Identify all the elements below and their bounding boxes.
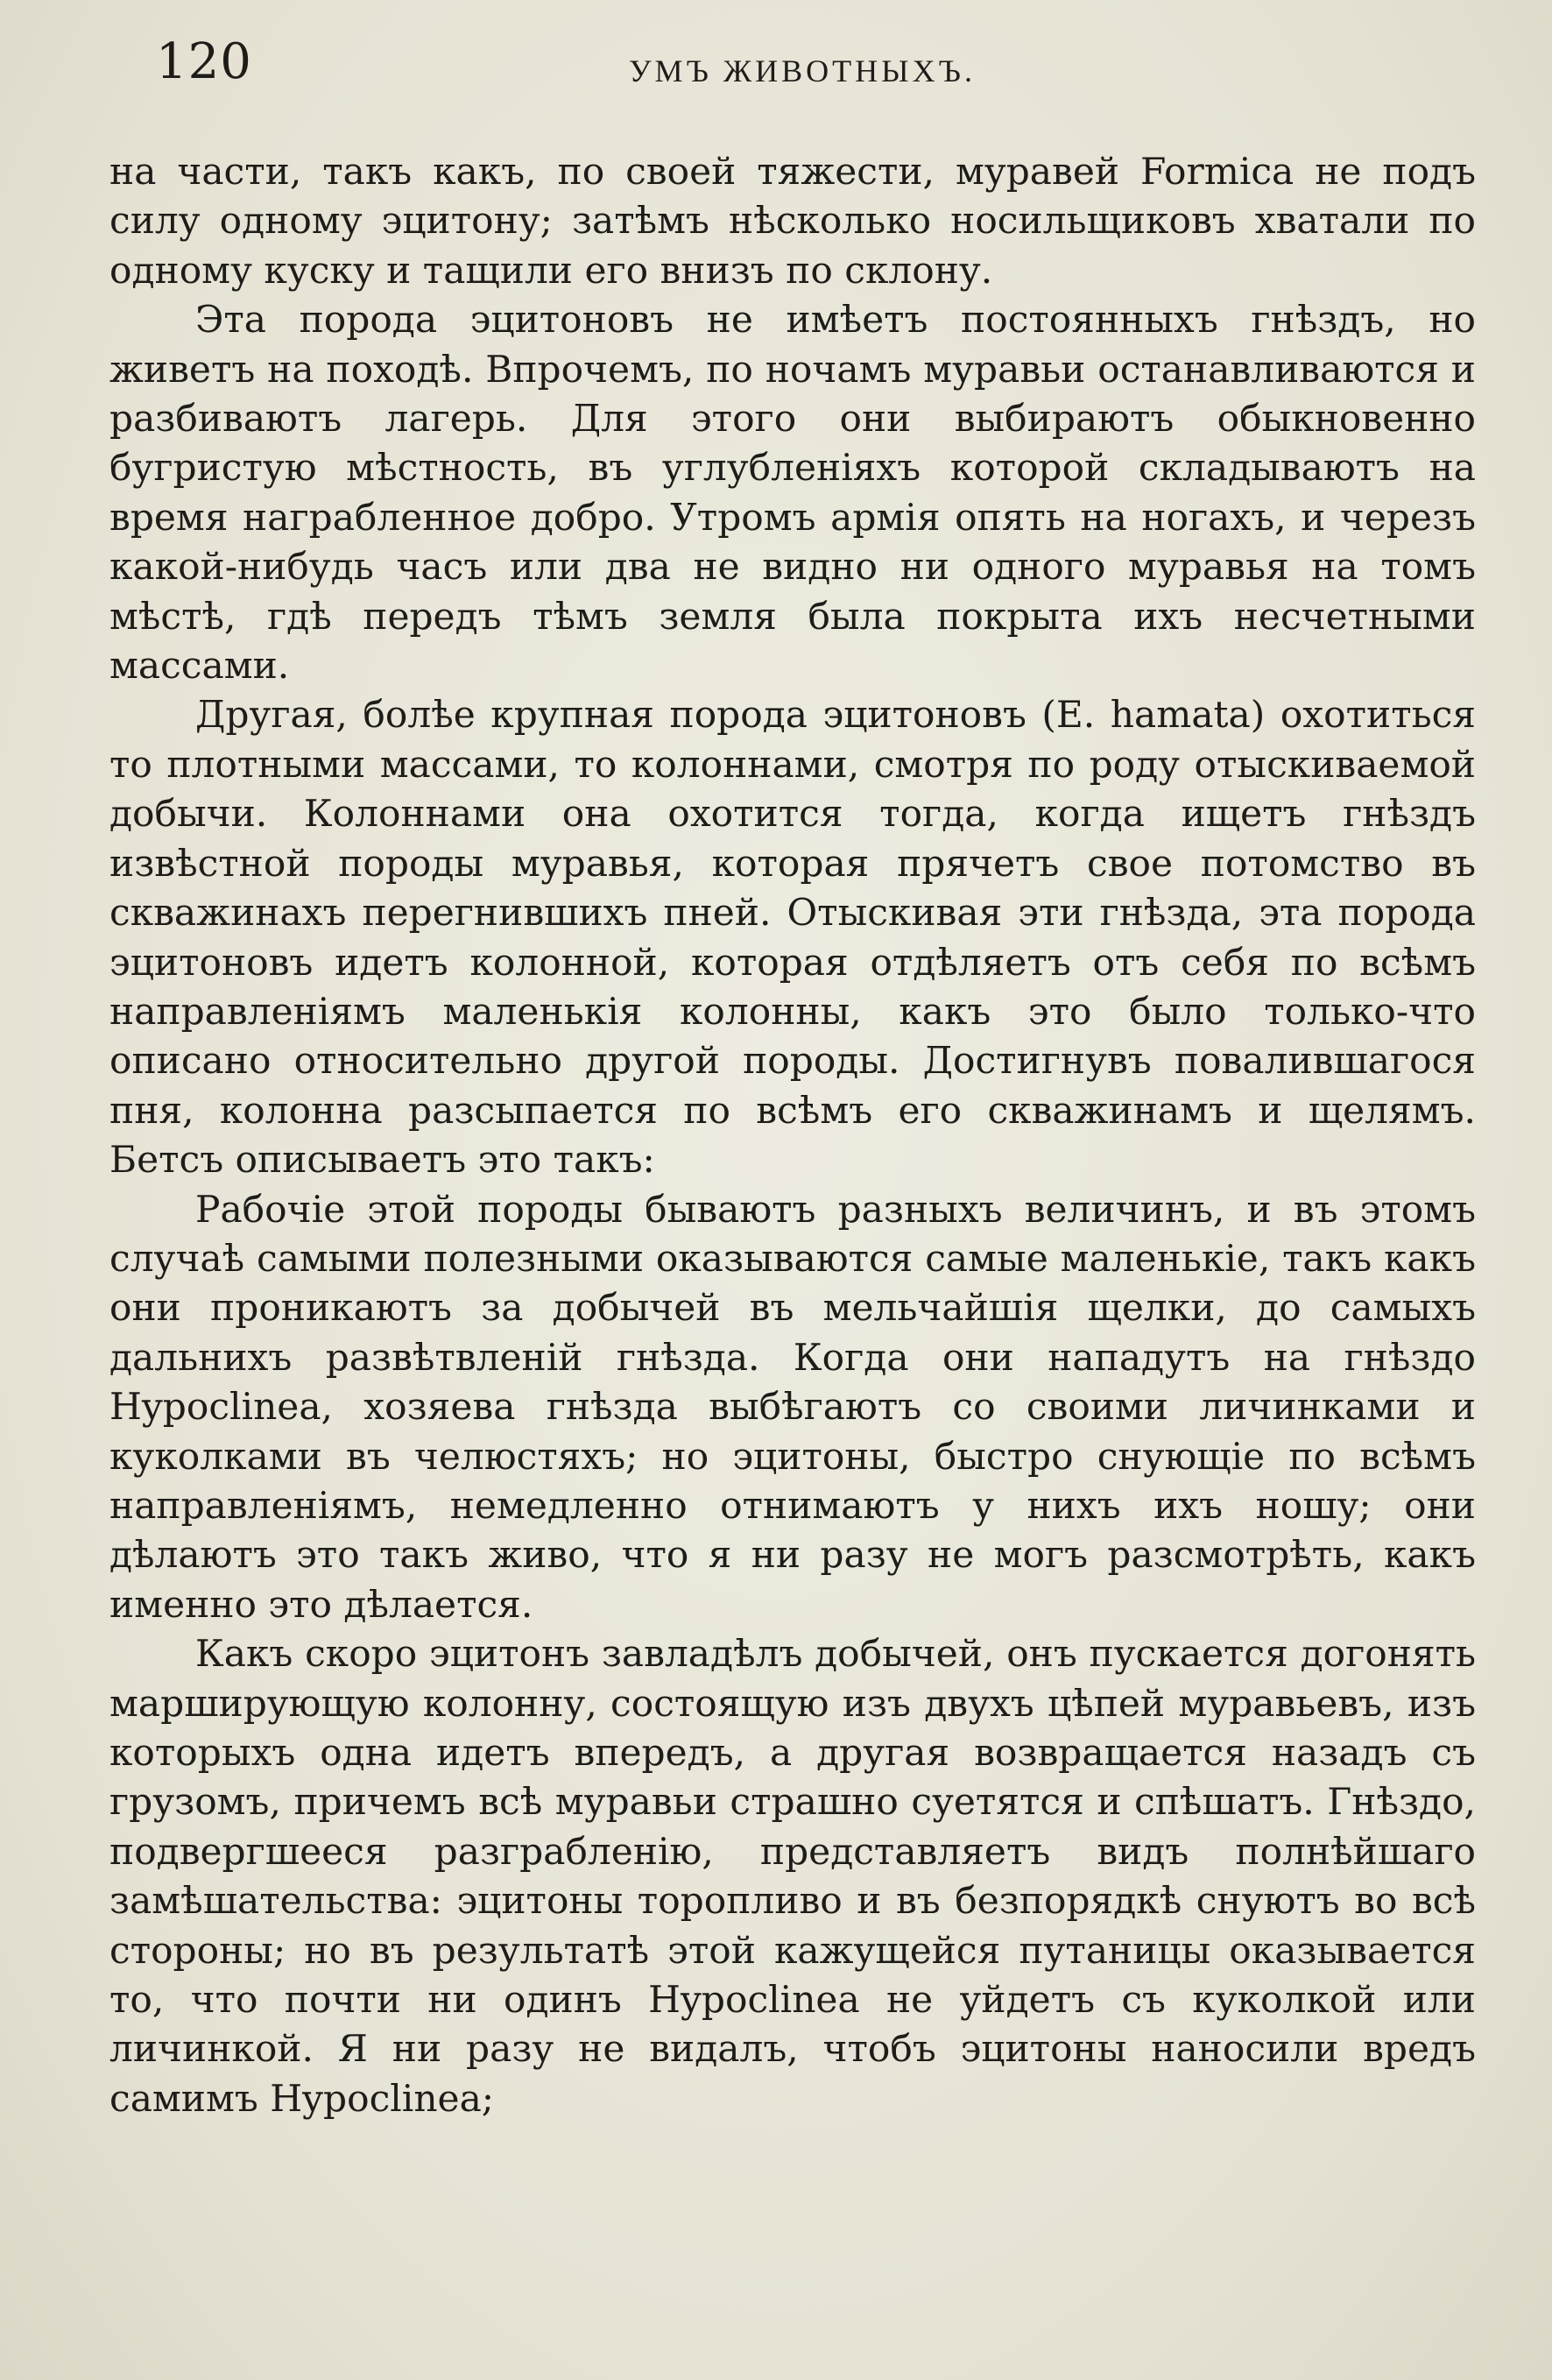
page-number: 120 — [156, 33, 252, 90]
paragraph-hamata: Другая, болѣе крупная порода эцитоновъ (E. hamata) охотиться то плотными массами, то колоннами, смотря по роду отыскиваемой добычи. Колоннами она охотится тогда, когда ищетъ гнѣздъ извѣстной породы муравья, которая прячетъ свое потомство въ скважинахъ перегнившихъ пней. Отыскивая эти гнѣзда, эта порода эцитоновъ идетъ колонной, которая отдѣляетъ отъ себя по всѣмъ направленіямъ маленькія колонны, какъ это было только-что описано относительно другой породы. Достигнувъ повалившагося пня, колонна разсыпается по всѣмъ его скважинамъ и щелямъ. Бетсъ описываетъ это такъ: — [109, 693, 1476, 1182]
body-text — [109, 147, 1476, 2123]
paragraph-nomadic-ecitons: Эта порода эцитоновъ не имѣетъ постоянныхъ гнѣздъ, но живетъ на походѣ. Впрочемъ, по ночамъ муравьи останавливаются и разбиваютъ лагерь. Для этого они выбираютъ обыкновенно бугристую мѣстность, въ углубленіяхъ которой складываютъ на время награбленное добро. Утромъ армія опять на ногахъ, и черезъ какой-нибудь часъ или два не видно ни одного муравья на томъ мѣстѣ, гдѣ передъ тѣмъ земля была покрыта ихъ несчетными массами. — [109, 298, 1476, 688]
paragraph-bates-quote: Рабочіе этой породы бываютъ разныхъ величинъ, и въ этомъ случаѣ самыми полезными оказываются самые маленькіе, такъ какъ они проникаютъ за добычей въ мельчайшія щелки, до самыхъ дальнихъ развѣтвленій гнѣзда. Когда они нападутъ на гнѣздо Hypoclinea, хозяева гнѣзда выбѣгаютъ со своими личинками и куколками въ челюстяхъ; но эцитоны, быстро снующіе по всѣмъ направленіямъ, немедленно отнимаютъ у нихъ ихъ ношу; они дѣлаютъ это такъ живо, что я ни разу не могъ разсмотрѣть, какъ именно это дѣлается. — [109, 1187, 1476, 1626]
running-title: УМЪ ЖИВОТНЫХЪ. — [629, 53, 976, 88]
page-header — [156, 33, 1470, 103]
paragraph-continuation: на части, такъ какъ, по своей тяжести, муравей Formica не подъ силу одному эцитону; затѣмъ нѣсколько носильщиковъ хватали по одному куску и тащили его внизъ по склону. — [109, 150, 1476, 292]
paragraph-plunder: Какъ скоро эцитонъ завладѣлъ добычей, онъ пускается догонять марширующую колонну, состоящую изъ двухъ цѣпей муравьевъ, изъ которыхъ одна идетъ впередъ, а другая возвращается назадъ съ грузомъ, причемъ всѣ муравьи страшно суетятся и спѣшатъ. Гнѣздо, подвергшееся разграбленію, представляетъ видъ полнѣйшаго замѣшательства: эцитоны торопливо и въ безпорядкѣ снуютъ во всѣ стороны; но въ результатѣ этой кажущейся путаницы оказывается то, что почти ни одинъ Hypoclinea не уйдетъ съ куколкой или личинкой. Я ни разу не видалъ, чтобъ эцитоны наносили вредъ самимъ Hypoclinea; — [109, 1632, 1476, 2120]
